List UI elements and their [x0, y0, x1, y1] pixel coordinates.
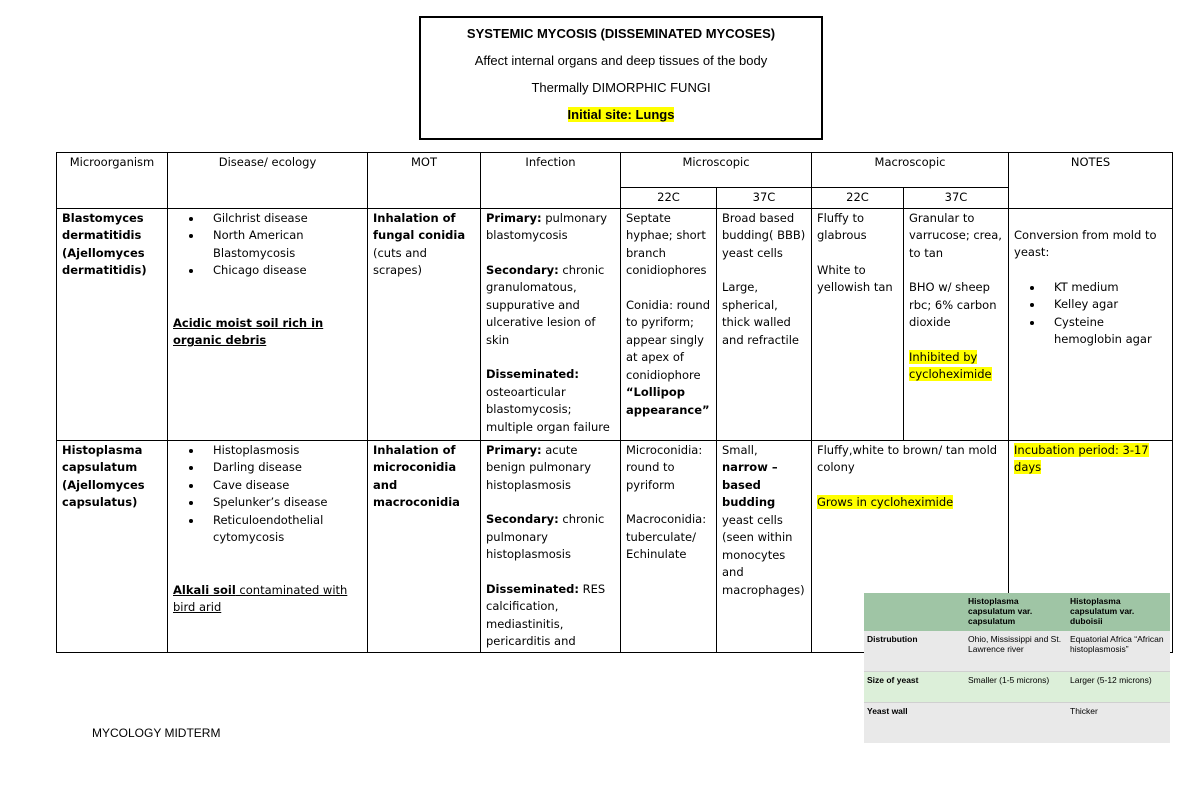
list-item: • Cave disease: [203, 477, 362, 495]
mot-text: Inhalation of microconidia and macroconidia: [373, 442, 460, 509]
secondary-text: chronic pulmonary histoplasmosis: [486, 512, 605, 561]
header-macroscopic: Macroscopic: [812, 153, 1009, 188]
list-item: • Cysteine hemoglobin agar: [1044, 314, 1167, 349]
title-initial-site: Initial site: Lungs: [567, 107, 675, 122]
header-microscopic: Microscopic: [621, 153, 812, 188]
macro-22c-color: White to yellowish tan: [817, 262, 893, 294]
macro-22c-text: Fluffy to glabrous: [817, 210, 867, 242]
organism-name: Blastomyces dermatitidis (Ajellomyces dermatitidis): [62, 210, 147, 277]
title-subtitle: Affect internal organs and deep tissues of the body: [474, 53, 768, 68]
title-heading: SYSTEMIC MYCOSIS (DISSEMINATED MYCOSES): [466, 26, 776, 41]
var-duboisii-header: Histoplasma capsulatum var. duboisii: [1067, 593, 1170, 631]
header-infection: Infection: [481, 153, 621, 209]
list-item: • Chicago disease: [203, 262, 362, 280]
yeast-wall-label: Yeast wall: [867, 706, 908, 716]
notes-list: [1014, 279, 1167, 349]
list-item: • Spelunker’s disease: [203, 494, 362, 512]
header-micro-37c: 37C: [717, 188, 812, 209]
lollipop-text: “Lollipop appearance”: [626, 385, 710, 417]
mot-detail: (cuts and scrapes): [373, 245, 427, 277]
disease-list: [173, 442, 362, 547]
macro-37c-text: Granular to varrucose; crea, to tan: [909, 210, 1002, 260]
macro-37c-medium: BHO w/ sheep rbc; 6% carbon dioxide: [909, 280, 997, 329]
micro-22c-macroconidia: Macroconidia: tuberculate/ Echinulate: [626, 512, 707, 561]
mot-text: Inhalation of fungal conidia: [373, 210, 466, 242]
yeast-size-duboisii: Larger (5-12 microns): [1067, 672, 1170, 703]
header-mot: MOT: [368, 153, 481, 209]
micro-37c-text: Small,: [722, 442, 758, 457]
distribution-label: Distrubution: [864, 631, 965, 672]
page-footer: MYCOLOGY MIDTERM: [92, 726, 221, 740]
ecology-text: contaminated with bird arid: [173, 582, 348, 614]
disseminated-label: Disseminated:: [486, 367, 579, 381]
title-dimorphic: Thermally DIMORPHIC FUNGI: [531, 80, 711, 95]
primary-label: Primary:: [486, 442, 542, 457]
table-row: [57, 208, 1173, 440]
macro-colony-text: Fluffy,white to brown/ tan mold colony: [817, 442, 998, 474]
disseminated-label: Disseminated:: [486, 581, 579, 596]
grows-note: Grows in cycloheximide: [817, 494, 954, 509]
header-micro-22c: 22C: [621, 188, 717, 209]
list-item: • Reticuloendothelial cytomycosis: [203, 512, 362, 547]
secondary-label: Secondary:: [486, 512, 559, 526]
disseminated-text: RES calcification, mediastinitis, pericarditis and: [486, 581, 606, 648]
primary-label: Primary:: [486, 210, 542, 225]
list-item: • Darling disease: [203, 459, 362, 477]
yeast-size-label: Size of yeast: [864, 672, 965, 703]
header-microorganism: Microorganism: [57, 153, 168, 209]
header-macro-37c: 37C: [904, 188, 1009, 209]
distribution-capsulatum: Ohio, Mississippi and St. Lawrence river: [965, 631, 1067, 672]
varieties-table: [864, 593, 1170, 739]
mycosis-table: [56, 152, 1173, 653]
list-item: • North American Blastomycosis: [203, 227, 362, 262]
organism-name: Histoplasma capsulatum (Ajellomyces capsulatus): [62, 442, 145, 509]
inhibited-note: Inhibited by cycloheximide: [909, 349, 992, 381]
notes-intro: Conversion from mold to yeast:: [1014, 227, 1157, 259]
secondary-text: chronic granulomatous, suppurative and ulcerative lesion of skin: [486, 262, 605, 347]
ecology-text-bold: Alkali soil: [173, 582, 236, 597]
micro-37c-detail: yeast cells (seen within monocytes and macrophages): [722, 512, 805, 597]
list-item: • Histoplasmosis: [203, 442, 362, 460]
header-disease: Disease/ ecology: [168, 153, 368, 209]
yeast-wall-duboisii: Thicker: [1070, 706, 1098, 716]
ecology-text: Acidic moist soil rich in organic debris: [173, 315, 324, 347]
incubation-note: Incubation period: 3-17 days: [1014, 442, 1149, 474]
micro-22c-text: Microconidia: round to pyriform: [626, 442, 703, 492]
primary-text: acute benign pulmonary histoplasmosis: [486, 442, 591, 492]
micro-37c-text: Broad based budding( BBB) yeast cells: [722, 210, 806, 260]
micro-22c-conidia: Conidia: round to pyriform; appear singly at apex of conidiophore: [626, 297, 711, 382]
yeast-wall-capsulatum: [965, 703, 1067, 740]
distribution-duboisii: Equatorial Africa “African histoplasmosis”: [1067, 631, 1170, 672]
secondary-label: Secondary:: [486, 262, 559, 277]
title-box: [419, 16, 823, 140]
header-macro-22c: 22C: [812, 188, 904, 209]
primary-text: pulmonary blastomycosis: [486, 210, 608, 242]
header-notes: NOTES: [1009, 153, 1173, 209]
list-item: • Gilchrist disease: [203, 210, 362, 228]
micro-22c-text: Septate hyphae; short branch conidiophores: [626, 210, 707, 277]
var-capsulatum-header: Histoplasma capsulatum var. capsulatum: [965, 593, 1067, 631]
micro-37c-detail: Large, spherical, thick walled and refractile: [722, 280, 799, 347]
list-item: • KT medium: [1044, 279, 1167, 297]
histoplasma-varieties-image: [864, 593, 1170, 743]
yeast-size-capsulatum: Smaller (1-5 microns): [965, 672, 1067, 703]
micro-37c-bold: narrow – based budding: [722, 460, 778, 509]
disease-list: [173, 210, 362, 280]
disseminated-text: osteoarticular blastomycosis; multiple organ failure: [486, 384, 610, 434]
list-item: • Kelley agar: [1044, 296, 1167, 314]
